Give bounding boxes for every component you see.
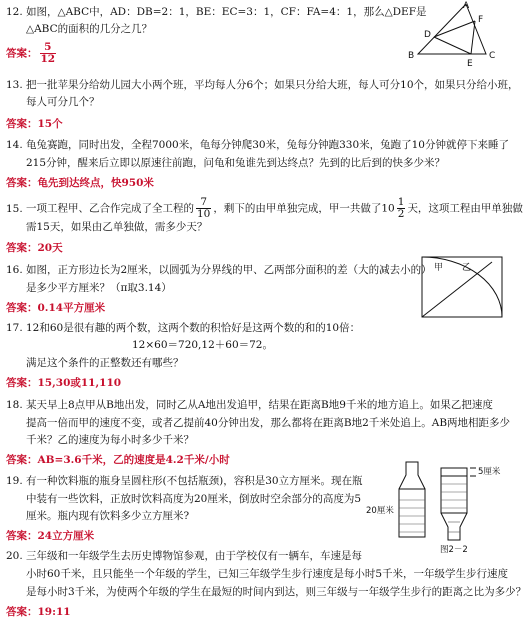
fraction-numerator: 5 bbox=[40, 42, 57, 54]
label-5cm: 5厘米 bbox=[478, 467, 501, 477]
question-text: 某天早上8点甲从B地出发，同时乙从A地出发追甲，结果在距离B地9千米的地方追上。如果乙把速度 bbox=[26, 399, 493, 411]
vertex-label-d: D bbox=[424, 30, 431, 40]
answer-19: 答案：24立方厘米 bbox=[6, 530, 95, 542]
answer-17: 答案：15,30或11,110 bbox=[6, 377, 122, 389]
question-text: 有一种饮料瓶的瓶身呈圆柱形(不包括瓶颈)，容积是30立方厘米。现在瓶 bbox=[26, 475, 363, 487]
question-19-line2: 中装有一些饮料，正放时饮料高度为20厘米，倒放时空余部分的高度为5 bbox=[26, 493, 362, 505]
label-20cm: 20厘米 bbox=[366, 506, 394, 516]
answer-16: 答案：0.14平方厘米 bbox=[6, 302, 106, 314]
question-13-line2: 每人可分几个？ bbox=[26, 96, 100, 108]
vertex-label-c: C bbox=[489, 51, 496, 61]
answer-15: 答案：20天 bbox=[6, 242, 63, 254]
question-17-line3: 满足这个条件的正整数还有哪些？ bbox=[26, 357, 184, 369]
question-text: 一项工程甲、乙合作完成了全工程的 bbox=[26, 202, 194, 215]
question-number: 13. bbox=[6, 79, 23, 91]
answer-label: 答案： bbox=[6, 47, 38, 60]
question-number: 12. bbox=[6, 6, 23, 18]
question-number: 15. bbox=[6, 202, 23, 215]
question-text: 龟兔赛跑，同时出发，全程7000米，龟每分钟爬30米，兔每分钟跑330米，兔跑了10分钟就停下来睡了 bbox=[26, 139, 509, 151]
answer-14: 答案：龟先到达终点，快950米 bbox=[6, 177, 154, 189]
question-17-equation: 12×60＝720,12＋60＝72。 bbox=[132, 339, 273, 351]
question-text: ，剩下的由甲单独完成，甲一共做了10 bbox=[213, 202, 395, 215]
question-20-line1 bbox=[6, 548, 362, 564]
question-16-line2: 是多少平方厘米？（π取3.14） bbox=[26, 282, 172, 294]
answer-13: 答案：15个 bbox=[6, 118, 63, 130]
region-label-yi: 乙 bbox=[462, 263, 472, 273]
fraction-denominator: 10 bbox=[197, 208, 211, 220]
answer-18: 答案：AB=3.6千米，乙的速度是4.2千米/小时 bbox=[6, 454, 230, 466]
question-20-line3: 是每小时3千米，为使两个年级的学生在最短的时间内到达，则三年级与一年级学生步行的距离之比为多少？ bbox=[26, 586, 526, 598]
question-18-line2: 提高一倍而甲的速度不变，或者乙提前40分钟出发，那么都将在距离B地2千米处追上。AB两地相距多少 bbox=[26, 417, 511, 429]
question-number: 19. bbox=[6, 475, 23, 487]
question-12-line2: △ABC的面积的几分之几？ bbox=[26, 23, 153, 35]
figure-caption: 图2－2 bbox=[440, 545, 468, 555]
fraction-numerator: 7 bbox=[196, 197, 211, 209]
question-text: 把一批苹果分给幼儿园大小两个班，平均每人分6个；如果只分给大班，每人可分10个，如果只分给小班， bbox=[26, 79, 519, 91]
question-number: 14. bbox=[6, 139, 23, 151]
question-19-line3: 厘米。瓶内现有饮料多少立方厘米? bbox=[26, 510, 190, 522]
answer-20: 答案：19:11 bbox=[6, 606, 71, 618]
fraction-denominator: 2 bbox=[397, 208, 405, 220]
region-label-jia: 甲 bbox=[434, 263, 444, 273]
question-14-line2: 215分钟，醒来后立即以原速往前跑，问龟和兔谁先到达终点？先到的比后到的快多少米？ bbox=[26, 157, 446, 169]
question-text: 如图，△ABC中，AD：DB=2：1，BE：EC=3：1，CF：FA=4：1，那么△DEF是 bbox=[26, 6, 427, 18]
question-number: 17. bbox=[6, 322, 23, 334]
fraction-denominator: 12 bbox=[40, 53, 56, 65]
vertex-label-a: A bbox=[463, 1, 470, 11]
vertex-label-e: E bbox=[467, 59, 473, 69]
question-number: 16. bbox=[6, 264, 23, 276]
question-text: 12和60是很有趣的两个数，这两个数的积恰好是这两个数的和的10倍： bbox=[26, 322, 361, 334]
question-18-line3: 千米？乙的速度为每小时多少千米？ bbox=[26, 434, 194, 446]
question-text: 如图，正方形边长为2厘米，以圆弧为分界线的甲、乙两部分面积的差（大的减去小的） bbox=[26, 264, 432, 276]
question-text: 三年级和一年级学生去历史博物馆参观，由于学校仅有一辆车，车速是每 bbox=[26, 550, 362, 562]
question-15-line2: 需15天，如果由乙单独做，需多少天？ bbox=[26, 221, 208, 233]
fraction-numerator: 1 bbox=[397, 196, 405, 208]
question-20-line2: 小时60千米，且只能坐一个年级的学生，已知三年级学生步行速度是每小时5千米，一年级学生步行速度 bbox=[26, 568, 509, 580]
question-text: 天，这项工程由甲单独做 bbox=[407, 202, 523, 215]
question-number: 20. bbox=[6, 550, 23, 562]
vertex-label-b: B bbox=[408, 51, 415, 61]
vertex-label-f: F bbox=[478, 15, 484, 25]
question-number: 18. bbox=[6, 399, 23, 411]
